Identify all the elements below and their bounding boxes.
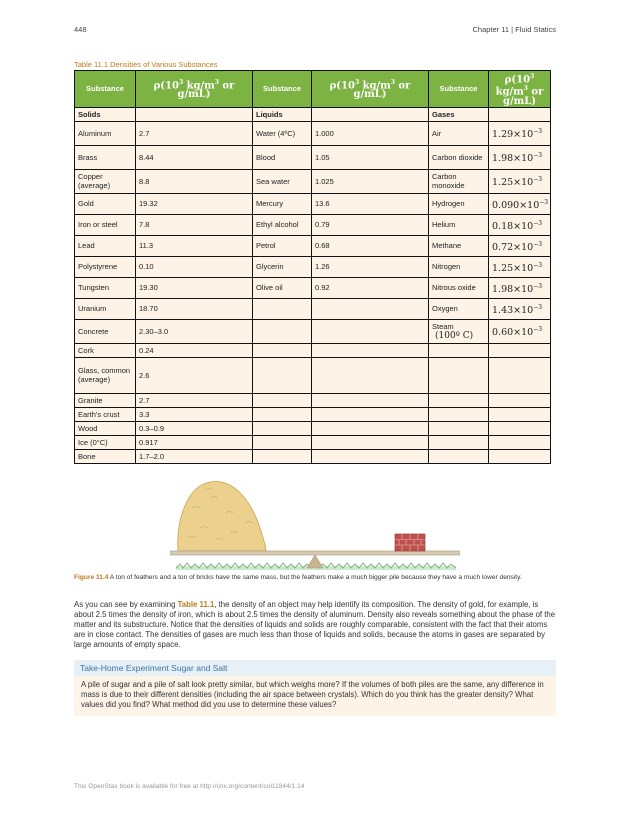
- solid-name: Concrete: [75, 319, 136, 343]
- liquid-name: Glycerin: [253, 256, 312, 277]
- header-density-liquids: $\rho(10^3$ $kg/m^3$ or g/mL): [312, 71, 429, 108]
- times-ten: ×10: [513, 241, 534, 253]
- gas-mantissa: 0.18: [492, 220, 514, 232]
- chapter-header: Chapter 11 | Fluid Statics: [472, 25, 556, 34]
- gas-mantissa: 0.090: [492, 199, 520, 211]
- gas-exponent: −3: [533, 303, 543, 311]
- paragraph-text-start: As you can see by examining: [74, 600, 178, 609]
- feather-pile: [178, 481, 266, 551]
- solid-name: Brass: [75, 145, 136, 169]
- gas-mantissa: 1.25: [492, 262, 514, 274]
- gas-density: [489, 193, 551, 214]
- solid-density: 2.30–3.0: [136, 319, 253, 343]
- gas-name: [429, 235, 489, 256]
- liquid-name: [253, 319, 312, 343]
- category-solids: Solids: [75, 107, 136, 121]
- gas-name: [429, 277, 489, 298]
- table-header-row: [75, 71, 551, 108]
- liquid-density: 1.26: [312, 256, 429, 277]
- liquid-name: Olive oil: [253, 277, 312, 298]
- category-liquids: Liquids: [253, 107, 312, 121]
- gas-mantissa: 0.72: [492, 241, 514, 253]
- gas-density: [489, 449, 551, 463]
- liquid-name: [253, 407, 312, 421]
- gas-name-text: Nitrogen: [432, 262, 461, 272]
- liquid-name: [253, 298, 312, 319]
- liquid-density: 0.79: [312, 214, 429, 235]
- liquid-density: [312, 449, 429, 463]
- solid-name: Glass, common (average): [75, 357, 136, 393]
- gas-density: [489, 319, 551, 343]
- table-caption: Table 11.1 Densities of Various Substances: [74, 60, 218, 69]
- gas-exponent: −3: [533, 282, 543, 290]
- table-row: [75, 357, 551, 393]
- liquid-density: [312, 407, 429, 421]
- solid-name: Tungsten: [75, 277, 136, 298]
- solid-density: 7.8: [136, 214, 253, 235]
- table-row: [75, 145, 551, 169]
- times-ten: ×10: [513, 220, 534, 232]
- gas-density: [489, 407, 551, 421]
- solid-name: Aluminum: [75, 121, 136, 145]
- liquid-density: 1.025: [312, 169, 429, 193]
- gas-name: [429, 435, 489, 449]
- table-row: [75, 343, 551, 357]
- times-ten: ×10: [513, 177, 534, 189]
- gas-name-text: Air: [432, 128, 442, 138]
- liquid-density: [312, 393, 429, 407]
- liquid-density: 1.000: [312, 121, 429, 145]
- solid-density: 0.24: [136, 343, 253, 357]
- gas-name: [429, 298, 489, 319]
- liquid-name: Water (4ºC): [253, 121, 312, 145]
- liquid-name: [253, 421, 312, 435]
- gas-density: [489, 298, 551, 319]
- category-gases: Gases: [429, 107, 489, 121]
- figure-caption: [74, 574, 554, 583]
- table-row: [75, 393, 551, 407]
- liquid-name: [253, 343, 312, 357]
- gas-name-text: Oxygen: [432, 304, 458, 314]
- table-row: [75, 214, 551, 235]
- solid-name: Cork: [75, 343, 136, 357]
- gas-name: [429, 343, 489, 357]
- gas-exponent: −3: [533, 326, 543, 334]
- seesaw-fulcrum: [307, 555, 323, 568]
- solid-density: 19.32: [136, 193, 253, 214]
- header-density-gases: $\rho(10^3$ $kg/m^3$ or g/mL): [489, 71, 551, 108]
- gas-name-text: Carbon monoxide: [432, 172, 465, 191]
- table-row: [75, 235, 551, 256]
- times-ten: ×10: [513, 327, 534, 339]
- gas-density: [489, 277, 551, 298]
- liquid-density: [312, 421, 429, 435]
- gas-name-text: Carbon dioxide: [432, 152, 483, 162]
- table-row: [75, 193, 551, 214]
- take-home-experiment-box: [74, 660, 556, 716]
- figure-caption-text: A ton of feathers and a ton of bricks have the same mass, but the feathers make a much bigger pile because they have a much lower density.: [108, 574, 522, 581]
- category-row: [75, 107, 551, 121]
- times-ten: ×10: [519, 199, 540, 211]
- gas-exponent: −3: [533, 152, 543, 160]
- solid-name: Lead: [75, 235, 136, 256]
- table-row: [75, 121, 551, 145]
- solid-density: 2.7: [136, 121, 253, 145]
- table-reference-link[interactable]: Table 11.1: [177, 600, 215, 609]
- times-ten: ×10: [513, 283, 534, 295]
- liquid-density: 1.05: [312, 145, 429, 169]
- times-ten: ×10: [513, 153, 534, 165]
- solid-name: Uranium: [75, 298, 136, 319]
- liquid-density: 0.68: [312, 235, 429, 256]
- experiment-title: Take-Home Experiment Sugar and Salt: [74, 660, 556, 676]
- table-row: [75, 277, 551, 298]
- gas-mantissa: 1.98: [492, 283, 514, 295]
- table-row: [75, 169, 551, 193]
- gas-exponent: −3: [533, 261, 543, 269]
- figure-label: Figure 11.4: [74, 574, 109, 581]
- experiment-text: A pile of sugar and a pile of salt look pretty similar, but which weighs more? If the volumes of both piles are the same, any difference in mass is due to their different densities (including the air space between crystals). Which do you think has the greater density? What values did you find? What method did you use to determine these values?: [81, 680, 544, 709]
- header-substance-liquids: Substance: [253, 71, 312, 108]
- gas-name: [429, 393, 489, 407]
- density-table: [74, 70, 551, 464]
- gas-density: [489, 235, 551, 256]
- table-row: [75, 298, 551, 319]
- gas-condition: (100º C): [435, 330, 474, 341]
- gas-density: [489, 421, 551, 435]
- gas-mantissa: 0.60: [492, 327, 514, 339]
- solid-name: Iron or steel: [75, 214, 136, 235]
- liquid-name: Sea water: [253, 169, 312, 193]
- gas-density: [489, 435, 551, 449]
- liquid-density: [312, 357, 429, 393]
- page-number: 448: [74, 25, 87, 34]
- footer-link[interactable]: This OpenStax book is available for free at http://cnx.org/content/col11844/1.14: [74, 783, 305, 790]
- liquid-name: [253, 357, 312, 393]
- solid-density: 8.44: [136, 145, 253, 169]
- gas-density: [489, 393, 551, 407]
- gas-density: [489, 256, 551, 277]
- table-row: [75, 407, 551, 421]
- header-density-solids: $\rho(10^3$ $kg/m^3$ or g/mL): [136, 71, 253, 108]
- liquid-name: [253, 435, 312, 449]
- liquid-density: [312, 435, 429, 449]
- feathers-bricks-figure: [170, 478, 460, 576]
- gas-density: [489, 169, 551, 193]
- body-paragraph: [74, 600, 558, 650]
- gas-name: [429, 121, 489, 145]
- liquid-density: [312, 343, 429, 357]
- gas-name: [429, 145, 489, 169]
- gas-name-text: Steam: [432, 321, 454, 331]
- solid-name: Bone: [75, 449, 136, 463]
- gas-name: [429, 169, 489, 193]
- paragraph-text-end: , the density of an object may help identify its composition. The density of gold, for example, is about 2.5 times the density of iron, which is about 2.5 times the density of aluminum. Density also reveals something about the phase of the matter and its substructure. Notice that the densities of liquids and solids are roughly comparable, consistent with the fact that their atoms are in close contact. The densities of gases are much less than those of liquids and solids, because the atoms in gases are separated by large amounts of empty space.: [74, 600, 556, 649]
- gas-mantissa: 1.43: [492, 304, 514, 316]
- solid-density: 1.7–2.0: [136, 449, 253, 463]
- table-row: [75, 319, 551, 343]
- header-substance-gases: Substance: [429, 71, 489, 108]
- solid-name: Gold: [75, 193, 136, 214]
- gas-density: [489, 145, 551, 169]
- solid-density: 19.30: [136, 277, 253, 298]
- brick-stack: [395, 534, 425, 551]
- solid-density: 11.3: [136, 235, 253, 256]
- gas-exponent: −3: [539, 198, 549, 206]
- gas-name-text: Hydrogen: [432, 199, 465, 209]
- gas-name: [429, 256, 489, 277]
- liquid-density: [312, 298, 429, 319]
- gas-name: [429, 449, 489, 463]
- gas-mantissa: 1.25: [492, 177, 514, 189]
- liquid-density: 13.6: [312, 193, 429, 214]
- gas-exponent: −3: [533, 219, 543, 227]
- gas-density: [489, 343, 551, 357]
- liquid-density: 0.92: [312, 277, 429, 298]
- solid-density: 0.3–0.9: [136, 421, 253, 435]
- table-row: [75, 256, 551, 277]
- gas-name-text: Methane: [432, 241, 462, 251]
- solid-density: 8.8: [136, 169, 253, 193]
- gas-exponent: −3: [533, 176, 543, 184]
- solid-density: 0.917: [136, 435, 253, 449]
- liquid-name: [253, 449, 312, 463]
- solid-name: Wood: [75, 421, 136, 435]
- gas-density: [489, 214, 551, 235]
- gas-density: [489, 357, 551, 393]
- gas-name: [429, 193, 489, 214]
- solid-density: 2.7: [136, 393, 253, 407]
- table-row: [75, 435, 551, 449]
- solid-name: Polystyrene: [75, 256, 136, 277]
- solid-name: Copper (average): [75, 169, 136, 193]
- table-row: [75, 421, 551, 435]
- gas-mantissa: 1.98: [492, 153, 514, 165]
- liquid-name: Petrol: [253, 235, 312, 256]
- gas-name: [429, 407, 489, 421]
- gas-name: [429, 214, 489, 235]
- solid-density: 2.6: [136, 357, 253, 393]
- solid-density: 3.3: [136, 407, 253, 421]
- times-ten: ×10: [513, 304, 534, 316]
- gas-mantissa: 1.29: [492, 129, 514, 141]
- gas-exponent: −3: [533, 128, 543, 136]
- liquid-name: [253, 393, 312, 407]
- solid-density: 0.10: [136, 256, 253, 277]
- liquid-name: Blood: [253, 145, 312, 169]
- table-row: [75, 449, 551, 463]
- gas-name-text: Helium: [432, 220, 456, 230]
- gas-exponent: −3: [533, 240, 543, 248]
- solid-name: Earth's crust: [75, 407, 136, 421]
- gas-name-text: Nitrous oxide: [432, 283, 476, 293]
- solid-density: 18.70: [136, 298, 253, 319]
- seesaw-plank: [170, 551, 460, 555]
- header-substance-solids: Substance: [75, 71, 136, 108]
- gas-name: [429, 421, 489, 435]
- liquid-name: Mercury: [253, 193, 312, 214]
- liquid-name: Ethyl alcohol: [253, 214, 312, 235]
- gas-name: [429, 357, 489, 393]
- times-ten: ×10: [513, 129, 534, 141]
- solid-name: Ice (0°C): [75, 435, 136, 449]
- liquid-density: [312, 319, 429, 343]
- gas-name: [429, 319, 489, 343]
- solid-name: Granite: [75, 393, 136, 407]
- gas-density: [489, 121, 551, 145]
- times-ten: ×10: [513, 262, 534, 274]
